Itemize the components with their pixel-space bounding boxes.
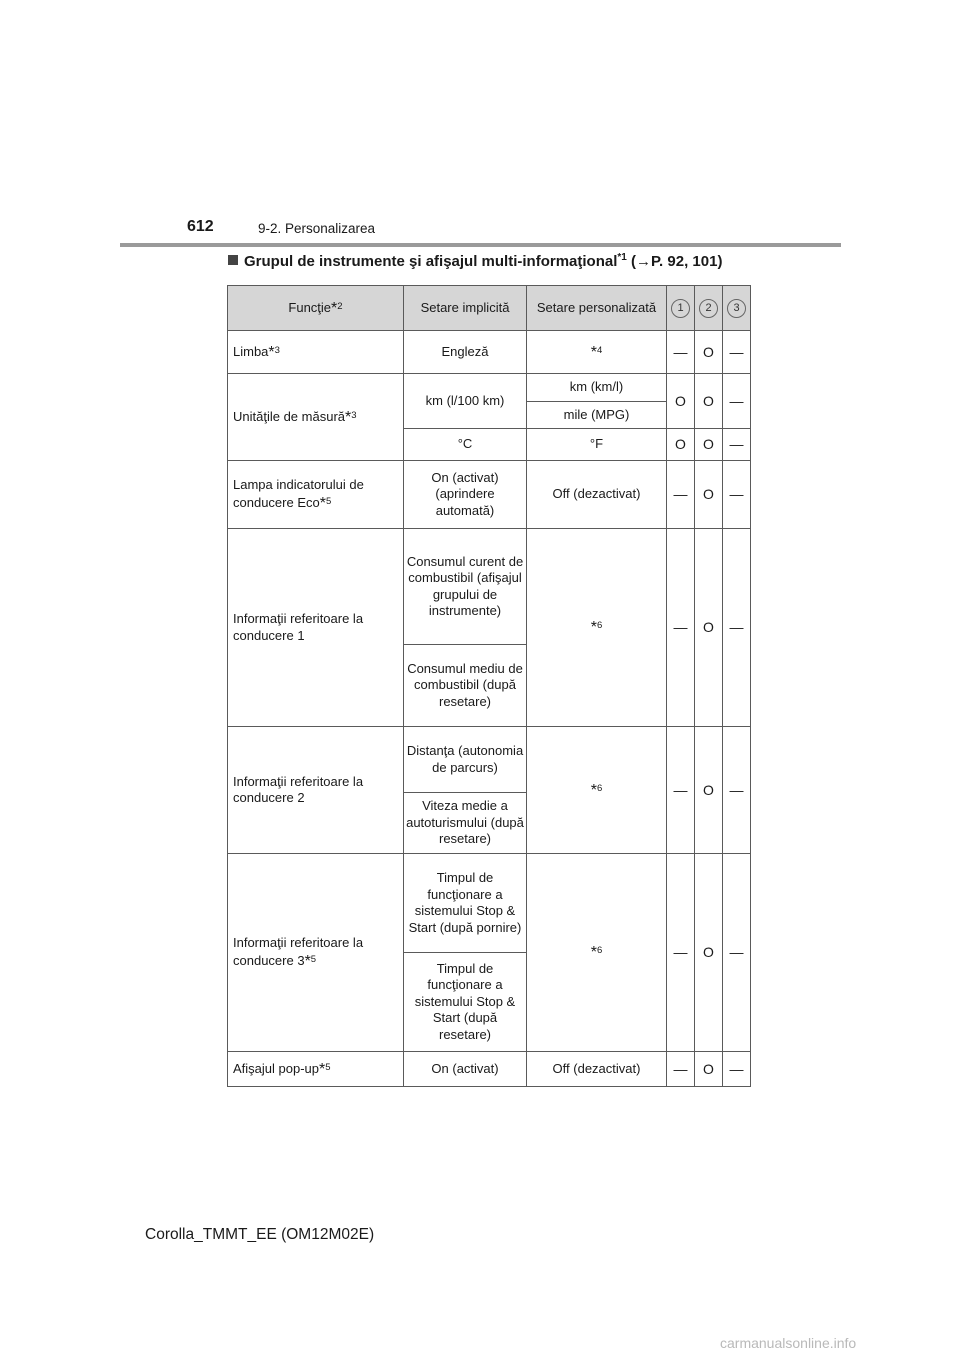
custom-cell: mile (MPG) bbox=[527, 402, 667, 429]
custom-cell: *$^4$ bbox=[527, 331, 667, 374]
header-custom-setting: Setare personalizată bbox=[527, 286, 667, 331]
footer-document-id: Corolla_TMMT_EE (OM12M02E) bbox=[145, 1226, 375, 1243]
section-title: 9-2. Personalizarea bbox=[258, 221, 376, 236]
circled-1-icon: 1 bbox=[671, 299, 690, 318]
header-divider bbox=[120, 243, 841, 247]
page-reference-link[interactable]: (→P. 92, 101) bbox=[626, 253, 723, 270]
default-cell: Consumul mediu de combustibil (după resetare) bbox=[404, 645, 527, 727]
function-cell: Limba*$^3$ bbox=[228, 331, 404, 374]
heading-text: Grupul de instrumente şi afişajul multi-informaţional bbox=[244, 253, 618, 270]
table-header-row bbox=[228, 286, 751, 331]
settings-table bbox=[227, 285, 751, 1087]
table-row bbox=[228, 854, 751, 953]
mark-cell: — bbox=[723, 331, 751, 374]
mark-cell: O bbox=[695, 529, 723, 727]
mark-cell: — bbox=[723, 727, 751, 854]
mark-cell: O bbox=[695, 374, 723, 429]
function-cell: Informaţii referitoare la conducere 1 bbox=[228, 529, 404, 727]
custom-cell: *$^6$ bbox=[527, 854, 667, 1052]
function-cell: Informaţii referitoare la conducere 2 bbox=[228, 727, 404, 854]
mark-cell: — bbox=[667, 529, 695, 727]
function-cell: Informaţii referitoare la conducere 3*$^5$ bbox=[228, 854, 404, 1052]
mark-cell: — bbox=[723, 1052, 751, 1087]
table-row bbox=[228, 331, 751, 374]
mark-cell: — bbox=[667, 727, 695, 854]
mark-cell: — bbox=[667, 331, 695, 374]
watermark[interactable]: carmanualsonline.info bbox=[720, 1335, 857, 1351]
mark-cell: O bbox=[695, 854, 723, 1052]
mark-cell: O bbox=[667, 374, 695, 429]
default-cell: Timpul de funcţionare a sistemului Stop & Start (după resetare) bbox=[404, 953, 527, 1052]
mark-cell: O bbox=[695, 461, 723, 529]
default-cell: km (l/100 km) bbox=[404, 374, 527, 429]
default-cell: On (activat) bbox=[404, 1052, 527, 1087]
mark-cell: — bbox=[723, 461, 751, 529]
custom-cell: °F bbox=[527, 429, 667, 461]
function-cell: Unităţile de măsură*$^3$ bbox=[228, 374, 404, 461]
default-cell: Consumul curent de combustibil (afişajul grupului de instrumente) bbox=[404, 529, 527, 645]
section-heading bbox=[228, 252, 722, 270]
custom-cell: *$^6$ bbox=[527, 529, 667, 727]
custom-cell: Off (dezactivat) bbox=[527, 1052, 667, 1087]
mark-cell: — bbox=[723, 429, 751, 461]
mark-cell: — bbox=[723, 854, 751, 1052]
function-cell: Afişajul pop-up*$^5$ bbox=[228, 1052, 404, 1087]
circled-2-icon: 2 bbox=[699, 299, 718, 318]
table-row bbox=[228, 374, 751, 402]
default-cell: Distanţa (autonomia de parcurs) bbox=[404, 727, 527, 793]
default-cell: Viteza medie a autoturismului (după resetare) bbox=[404, 793, 527, 854]
custom-cell: Off (dezactivat) bbox=[527, 461, 667, 529]
heading-footnote: *1 bbox=[617, 252, 627, 263]
default-cell: °C bbox=[404, 429, 527, 461]
circled-3-icon: 3 bbox=[727, 299, 746, 318]
function-cell: Lampa indicatorului de conducere Eco*$^5$ bbox=[228, 461, 404, 529]
mark-cell: — bbox=[667, 854, 695, 1052]
square-bullet-icon bbox=[228, 255, 238, 265]
mark-cell: O bbox=[695, 727, 723, 854]
mark-cell: — bbox=[723, 529, 751, 727]
table-row bbox=[228, 529, 751, 645]
header-col-1 bbox=[667, 286, 695, 331]
mark-cell: O bbox=[695, 1052, 723, 1087]
header-default-setting: Setare implicită bbox=[404, 286, 527, 331]
custom-cell: km (km/l) bbox=[527, 374, 667, 402]
header-col-3 bbox=[723, 286, 751, 331]
table-row bbox=[228, 727, 751, 793]
default-cell: Timpul de funcţionare a sistemului Stop & Start (după pornire) bbox=[404, 854, 527, 953]
mark-cell: — bbox=[667, 1052, 695, 1087]
header-col-2 bbox=[695, 286, 723, 331]
mark-cell: — bbox=[723, 374, 751, 429]
custom-cell: *$^6$ bbox=[527, 727, 667, 854]
mark-cell: O bbox=[667, 429, 695, 461]
table-row bbox=[228, 1052, 751, 1087]
mark-cell: — bbox=[667, 461, 695, 529]
mark-cell: O bbox=[695, 331, 723, 374]
default-cell: On (activat) (aprindere automată) bbox=[404, 461, 527, 529]
page-number: 612 bbox=[187, 218, 214, 235]
header-function: Funcţie*$^2$ bbox=[228, 286, 404, 331]
default-cell: Engleză bbox=[404, 331, 527, 374]
mark-cell: O bbox=[695, 429, 723, 461]
table-row bbox=[228, 461, 751, 529]
